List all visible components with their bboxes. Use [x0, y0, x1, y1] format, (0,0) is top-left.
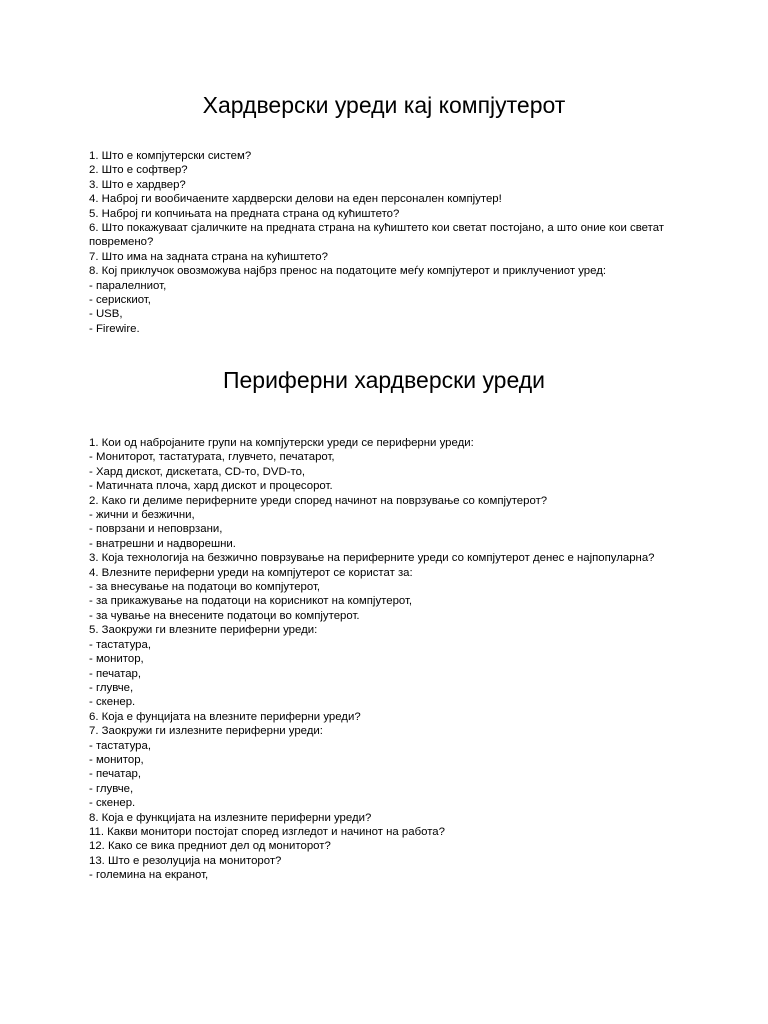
question-line: - серискиот,: [89, 294, 151, 307]
question-line: - монитор,: [89, 753, 144, 766]
question-line: 2. Како ги делиме периферните уреди според начинот на поврзување со компјутерот?: [89, 494, 548, 507]
question-line: 6. Што покажуваат сјаличките на предната страна на кућиштето кои светат постојано, а што оние кои светат повремено?: [89, 222, 664, 249]
question-line: - тастатура,: [89, 739, 151, 752]
question-line: 5. Наброј ги копчињата на предната страна од кућиштето?: [89, 207, 400, 220]
question-line: - внатрешни и надворешни.: [89, 537, 236, 550]
question-line: - скенер.: [89, 696, 136, 709]
question-line: - за чување на внесените податоци во компјутерот.: [89, 609, 360, 622]
question-line: 1. Кои од набројаните групи на компјутерски уреди се периферни уреди:: [89, 437, 474, 449]
question-line: 6. Која е фунцијата на влезните периферни уреди?: [89, 710, 361, 723]
question-line: - глувче,: [89, 681, 134, 694]
question-line: 12. Како се вика предниот дел од мониторот?: [89, 840, 331, 853]
question-line: - жични и безжични,: [89, 509, 195, 522]
question-line: - монитор,: [89, 653, 144, 666]
question-line: 3. Која технологија на безжично поврзување на периферните уреди со компјутерот денес е најпопуларна?: [89, 552, 655, 565]
question-line: - глувче,: [89, 782, 134, 795]
question-line: 2. Што е софтвер?: [89, 164, 188, 177]
question-line: 8. Која е функцијата на излезните периферни уреди?: [89, 811, 372, 824]
question-line: 8. Кој приклучок овозможува најбрз пренос на податоците меѓу компјутерот и приклучениот уред:: [89, 265, 607, 278]
question-line: - поврзани и неповрзани,: [89, 523, 223, 536]
question-line: - Firewire.: [89, 322, 140, 335]
question-line: 1. Што е компјутерски систем?: [89, 150, 252, 162]
question-line: - големина на екранот,: [89, 869, 209, 882]
section-title-hardware: Хардверски уреди кај компјутерот: [202, 92, 566, 118]
question-list-peripherals: [89, 436, 679, 883]
question-list-hardware: [89, 149, 679, 336]
question-line: 3. Што е хардвер?: [89, 178, 186, 191]
question-line: 7. Заокружи ги излезните периферни уреди:: [89, 725, 323, 738]
question-line: - Матичната плоча, хард дискот и процесорот.: [89, 480, 333, 493]
question-line: - USB,: [89, 308, 123, 321]
question-line: - Хард дискот, дискетата, CD-то, DVD-то,: [89, 465, 306, 478]
question-line: - за внесување на податоци во компјутерот,: [89, 581, 321, 594]
question-line: 5. Заокружи ги влезните периферни уреди:: [89, 624, 318, 637]
question-line: - паралелниот,: [89, 279, 167, 292]
question-line: 4. Влезните периферни уреди на компјутерот се користат за:: [89, 566, 413, 579]
question-line: - печатар,: [89, 667, 142, 680]
question-line: 11. Какви монитори постојат според изгледот и начинот на работа?: [89, 825, 445, 838]
question-line: 4. Наброј ги вообичаените хардверски делови на еден персонален компјутер!: [89, 193, 502, 206]
question-line: - тастатура,: [89, 638, 151, 651]
section-title-peripherals: Периферни хардверски уреди: [222, 367, 546, 393]
question-line: - Мониторот, тастатурата, глувчето, печатарот,: [89, 451, 335, 464]
question-line: 13. Што е резолуција на мониторот?: [89, 854, 282, 867]
question-line: - печатар,: [89, 768, 142, 781]
question-line: 7. Што има на задната страна на кућиштето?: [89, 250, 328, 263]
question-line: - за прикажување на податоци на корисникот на компјутерот,: [89, 595, 413, 608]
question-line: - скенер.: [89, 797, 136, 810]
